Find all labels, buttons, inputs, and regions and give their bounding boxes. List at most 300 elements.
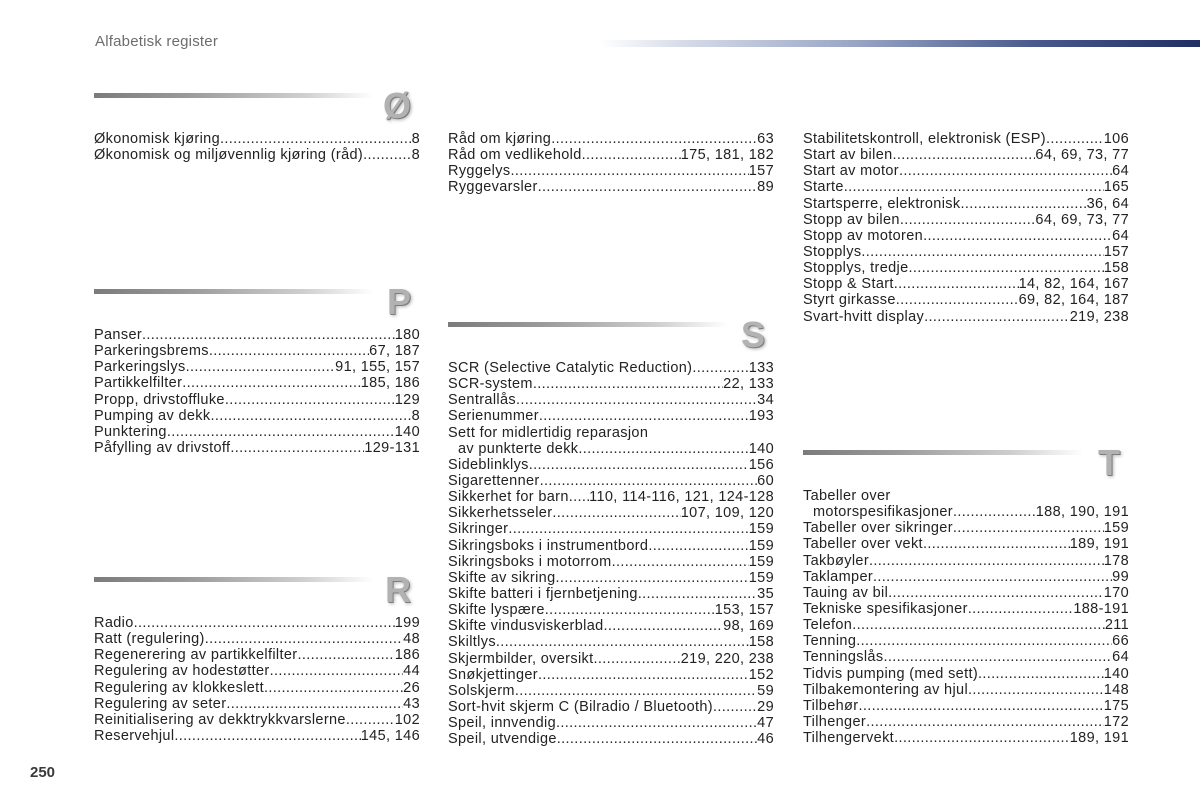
dot-leader: [900, 212, 1036, 228]
entry-line: [803, 714, 1129, 730]
index-entry: [94, 408, 420, 424]
index-entry: [448, 586, 774, 602]
entry-label: Tenning: [803, 633, 857, 650]
entry-line: [448, 147, 774, 163]
entry-pages: 159: [748, 537, 774, 554]
dot-leader: [539, 408, 749, 424]
index-section-s: [448, 314, 774, 748]
dot-leader: [852, 617, 1105, 633]
entry-pages: 159: [1103, 520, 1129, 537]
entry-label: Skifte vindusviskerblad: [448, 618, 604, 635]
entry-label: Snøkjettinger: [448, 666, 538, 683]
index-entry: [94, 696, 420, 712]
section-header: [94, 281, 420, 327]
dot-leader: [210, 408, 411, 424]
index-entry: [448, 554, 774, 570]
entry-line: [448, 667, 774, 683]
index-entry: [803, 179, 1129, 195]
entry-pages: 102: [394, 711, 420, 728]
index-entry: [803, 212, 1129, 228]
dot-leader: [516, 392, 757, 408]
index-section-p: [94, 281, 420, 456]
entry-pages: 129: [394, 391, 420, 408]
dot-leader: [713, 699, 757, 715]
entry-pages: 158: [1103, 260, 1129, 277]
entry-pages: 107, 109, 120: [680, 505, 774, 522]
entry-label: Tauing av bil: [803, 584, 889, 601]
index-entry: [803, 666, 1129, 682]
index-entry: [94, 647, 420, 663]
entry-pages: 219, 220, 238: [680, 650, 774, 667]
entry-line: [803, 196, 1129, 212]
dot-leader: [953, 520, 1104, 536]
page-number: 250: [30, 764, 56, 781]
index-entry: [803, 163, 1129, 179]
entry-label: Økonomisk kjøring: [94, 131, 221, 147]
entry-pages: 44: [403, 663, 420, 680]
index-entry: [94, 375, 420, 391]
entry-label: Sentrallås: [448, 392, 516, 409]
entry-label: Tilhengervekt: [803, 730, 895, 747]
entry-list: [94, 131, 420, 163]
dot-leader: [551, 131, 757, 147]
index-section-t: [803, 442, 1129, 747]
dot-leader: [346, 712, 395, 728]
index-entry: [448, 651, 774, 667]
section-header: [94, 569, 420, 615]
index-entry: [803, 585, 1129, 601]
dot-leader: [638, 586, 757, 602]
entry-pages: 153, 157: [714, 602, 774, 619]
index-entry: [803, 276, 1129, 292]
entry-sublabel: motorspesifikasjoner: [813, 504, 953, 521]
dot-leader: [961, 196, 1087, 212]
index-entry: [94, 680, 420, 696]
entry-label: Stopp av bilen: [803, 211, 900, 228]
dot-leader: [968, 682, 1104, 698]
dot-leader: [888, 585, 1104, 601]
entry-line: [803, 698, 1129, 714]
entry-pages: 22, 133: [723, 376, 774, 393]
index-entry: [803, 260, 1129, 276]
entry-pages: 219, 238: [1069, 308, 1129, 325]
entry-pages: 35: [757, 585, 774, 602]
entry-pages: 165: [1103, 179, 1129, 196]
entry-line: [803, 504, 1129, 520]
section-letter: P: [386, 281, 411, 322]
entry-line: [803, 244, 1129, 260]
entry-label: Tabeller over sikringer: [803, 520, 953, 537]
dot-leader: [230, 440, 364, 456]
entry-line: [448, 360, 774, 376]
entry-label: Råd om kjøring: [448, 131, 552, 147]
entry-line: [94, 663, 420, 679]
entry-label: Radio: [94, 615, 134, 631]
entry-line: [94, 147, 420, 163]
dot-leader: [893, 147, 1036, 163]
entry-pages: 157: [748, 163, 774, 180]
dot-leader: [582, 147, 681, 163]
entry-pages: 133: [748, 360, 774, 376]
index-entry: [803, 601, 1129, 617]
entry-line: [448, 602, 774, 618]
index-entry: [448, 715, 774, 731]
entry-pages: 189, 191: [1069, 730, 1129, 747]
dot-leader: [1046, 131, 1104, 147]
entry-pages: 48: [403, 631, 420, 648]
entry-line: [448, 489, 774, 505]
dot-leader: [612, 554, 749, 570]
entry-pages: 175: [1103, 697, 1129, 714]
index-section-r-continued: [448, 131, 774, 196]
dot-leader: [953, 504, 1036, 520]
entry-pages: 110, 114-116, 121, 124-128: [589, 489, 774, 506]
dot-leader: [167, 424, 395, 440]
entry-pages: 140: [394, 423, 420, 440]
dot-leader: [142, 327, 395, 343]
entry-pages: 159: [748, 521, 774, 538]
entry-pages: 8: [411, 407, 420, 424]
section-header: [94, 85, 420, 131]
dot-leader: [264, 680, 403, 696]
entry-label: Regenerering av partikkelfilter: [94, 647, 298, 664]
entry-line: [448, 473, 774, 489]
entry-pages: 67, 187: [369, 343, 420, 360]
entry-label: SCR-system: [448, 376, 533, 393]
entry-line: [803, 536, 1129, 552]
entry-line: [448, 570, 774, 586]
entry-pages: 8: [411, 147, 420, 164]
index-entry: [448, 699, 774, 715]
dot-leader: [594, 651, 681, 667]
entry-label: Skjermbilder, oversikt: [448, 650, 594, 667]
entry-label: Propp, drivstoffluke: [94, 391, 225, 408]
entry-label: Sikkerhetsseler: [448, 505, 553, 522]
entry-line: [448, 586, 774, 602]
dot-leader: [540, 473, 758, 489]
entry-label: Panser: [94, 327, 143, 343]
entry-line: [803, 569, 1129, 585]
index-entry: [803, 714, 1129, 730]
entry-line: [803, 179, 1129, 195]
entry-pages: 29: [757, 698, 774, 715]
entry-label: Styrt girkasse: [803, 292, 896, 309]
index-entry: [448, 457, 774, 473]
entry-line: [448, 441, 774, 457]
entry-line: [448, 163, 774, 179]
index-column-3: [803, 0, 1129, 800]
entry-pages: 199: [394, 615, 420, 631]
entry-pages: 140: [748, 440, 774, 457]
entry-pages: 211: [1104, 617, 1129, 634]
entry-pages: 156: [748, 456, 774, 473]
dot-leader: [270, 663, 404, 679]
index-entry: [803, 292, 1129, 308]
entry-label: Start av motor: [803, 163, 899, 180]
dot-leader: [866, 714, 1104, 730]
entry-pages: 189, 191: [1069, 536, 1129, 553]
index-entry: [448, 521, 774, 537]
index-section-oe: [94, 85, 420, 164]
dot-leader: [529, 457, 749, 473]
index-entry: [803, 682, 1129, 698]
entry-pages: 159: [748, 553, 774, 570]
dot-leader: [363, 147, 411, 163]
entry-line: [94, 392, 420, 408]
entry-label: Stabilitetskontroll, elektronisk (ESP): [803, 131, 1046, 147]
entry-line: [448, 521, 774, 537]
dot-leader: [556, 570, 749, 586]
entry-label: Sigarettenner: [448, 472, 540, 489]
entry-pages: 60: [757, 472, 774, 489]
entry-line: [448, 131, 774, 147]
dot-leader: [209, 343, 369, 359]
entry-line: [94, 680, 420, 696]
index-entry: [448, 683, 774, 699]
entry-pages: 64: [1112, 227, 1129, 244]
entry-label: Tilhenger: [803, 713, 867, 730]
dot-leader: [899, 163, 1112, 179]
entry-pages: 170: [1103, 584, 1129, 601]
entry-list: [94, 615, 420, 744]
dot-leader: [923, 536, 1070, 552]
entry-label: Sett for midlertidig reparasjon: [448, 424, 649, 441]
dot-leader: [552, 505, 680, 521]
entry-label: Sideblinklys: [448, 456, 529, 473]
entry-line: [94, 615, 420, 631]
index-entry: [803, 228, 1129, 244]
entry-pages: 59: [757, 682, 774, 699]
index-entry: [94, 631, 420, 647]
entry-label: Tenningslås: [803, 649, 884, 666]
dot-leader: [869, 553, 1104, 569]
entry-line: [803, 617, 1129, 633]
section-divider-bar: [94, 289, 374, 294]
entry-line: [803, 276, 1129, 292]
dot-leader: [496, 634, 749, 650]
entry-line: [803, 212, 1129, 228]
entry-pages: 63: [757, 131, 774, 147]
entry-label: Regulering av seter: [94, 695, 227, 712]
entry-pages: 46: [757, 731, 774, 748]
entry-label: Parkeringslys: [94, 359, 186, 376]
entry-line: [94, 728, 420, 744]
index-entry: [803, 617, 1129, 633]
entry-pages: 140: [1103, 665, 1129, 682]
index-entry: [94, 728, 420, 744]
entry-line: [803, 292, 1129, 308]
entry-list: [94, 327, 420, 456]
entry-line: [94, 359, 420, 375]
dot-leader: [924, 309, 1070, 325]
entry-pages: 69, 82, 164, 187: [1018, 292, 1129, 309]
index-entry: [448, 634, 774, 650]
index-entry: [448, 570, 774, 586]
index-column-1: [94, 0, 420, 800]
entry-label: Starte: [803, 179, 844, 196]
entry-line: [94, 440, 420, 456]
entry-label: Pumping av dekk: [94, 407, 211, 424]
index-entry: [803, 649, 1129, 665]
section-divider-bar: [448, 322, 728, 327]
index-entry: [803, 309, 1129, 325]
entry-label: Solskjerm: [448, 682, 515, 699]
entry-line: [448, 715, 774, 731]
dot-leader: [861, 244, 1103, 260]
entry-pages: 159: [748, 569, 774, 586]
dot-leader: [648, 538, 748, 554]
dot-leader: [205, 631, 403, 647]
entry-line: [803, 131, 1129, 147]
index-entry: [803, 536, 1129, 552]
entry-line: [803, 309, 1129, 325]
entry-label: Punktering: [94, 423, 167, 440]
dot-leader: [569, 489, 589, 505]
dot-leader: [510, 163, 748, 179]
entry-label: Start av bilen: [803, 147, 893, 164]
entry-label: Telefon: [803, 617, 853, 634]
entry-label: Regulering av hodestøtter: [94, 663, 270, 680]
entry-line: [448, 179, 774, 195]
index-entry: [448, 731, 774, 747]
entry-line: [94, 712, 420, 728]
index-entry: [803, 520, 1129, 536]
dot-leader: [883, 649, 1112, 665]
dot-leader: [225, 392, 395, 408]
dot-leader: [858, 698, 1103, 714]
entry-line: [448, 376, 774, 392]
entry-pages: 26: [403, 679, 420, 696]
entry-label: Tidvis pumping (med sett): [803, 665, 979, 682]
entry-line: [448, 554, 774, 570]
entry-pages: 47: [757, 715, 774, 732]
entry-pages: 185, 186: [360, 375, 420, 392]
index-entry: [448, 360, 774, 376]
dot-leader: [873, 569, 1112, 585]
index-entry: [803, 147, 1129, 163]
entry-pages: 64, 69, 73, 77: [1035, 147, 1129, 164]
entry-pages: 178: [1103, 552, 1129, 569]
entry-list: [448, 131, 774, 196]
entry-line: [803, 553, 1129, 569]
dot-leader: [894, 276, 1019, 292]
section-divider-bar: [94, 577, 374, 582]
entry-label: Tabeller over vekt: [803, 536, 923, 553]
entry-label: Stopplys: [803, 243, 862, 260]
section-divider-bar: [94, 93, 374, 98]
dot-leader: [182, 375, 361, 391]
entry-line: [94, 131, 420, 147]
dot-leader: [923, 228, 1112, 244]
entry-label: Speil, utvendige: [448, 731, 557, 748]
index-entry: [803, 488, 1129, 520]
entry-pages: 64: [1112, 649, 1129, 666]
entry-line: [448, 731, 774, 747]
section-header: [803, 442, 1129, 488]
section-header: [448, 314, 774, 360]
entry-pages: 193: [748, 408, 774, 425]
entry-line: [448, 618, 774, 634]
entry-label: Sikringer: [448, 521, 509, 538]
dot-leader: [538, 179, 758, 195]
entry-line: [94, 696, 420, 712]
entry-pages: 64, 69, 73, 77: [1035, 211, 1129, 228]
entry-list: [803, 488, 1129, 746]
entry-pages: 188-191: [1073, 600, 1129, 617]
dot-leader: [226, 696, 403, 712]
entry-line: [803, 260, 1129, 276]
index-entry: [448, 425, 774, 457]
entry-list: [803, 131, 1129, 325]
dot-leader: [894, 730, 1070, 746]
dot-leader: [508, 521, 748, 537]
dot-leader: [844, 179, 1104, 195]
entry-label: Sikkerhet for barn: [448, 489, 569, 506]
index-entry: [94, 712, 420, 728]
dot-leader: [220, 131, 412, 147]
index-entry: [448, 489, 774, 505]
entry-line: [448, 457, 774, 473]
entry-line: [803, 163, 1129, 179]
index-entry: [448, 602, 774, 618]
entry-line: [448, 634, 774, 650]
entry-pages: 89: [757, 179, 774, 196]
entry-label: Skifte batteri i fjernbetjening: [448, 585, 638, 602]
index-entry: [94, 131, 420, 147]
index-entry: [448, 131, 774, 147]
entry-pages: 157: [1103, 243, 1129, 260]
entry-label: Partikkelfilter: [94, 375, 183, 392]
entry-label: Ratt (regulering): [94, 631, 205, 648]
entry-line: [803, 488, 1129, 504]
index-entry: [803, 196, 1129, 212]
entry-pages: 148: [1103, 681, 1129, 698]
entry-label: Sikringsboks i instrumentbord: [448, 537, 649, 554]
index-entry: [803, 569, 1129, 585]
section-letter: Ø: [382, 85, 411, 126]
index-entry: [94, 440, 420, 456]
index-entry: [448, 147, 774, 163]
index-entry: [448, 505, 774, 521]
entry-line: [448, 505, 774, 521]
entry-line: [803, 601, 1129, 617]
entry-line: [803, 585, 1129, 601]
entry-line: [94, 631, 420, 647]
entry-pages: 14, 82, 164, 167: [1018, 276, 1129, 293]
index-entry: [803, 553, 1129, 569]
dot-leader: [896, 292, 1019, 308]
index-entry: [94, 392, 420, 408]
entry-label: Speil, innvendig: [448, 715, 556, 732]
entry-pages: 8: [411, 131, 420, 147]
entry-pages: 43: [403, 695, 420, 712]
dot-leader: [909, 260, 1104, 276]
entry-pages: 180: [394, 327, 420, 343]
index-entry: [803, 131, 1129, 147]
entry-label: Takbøyler: [803, 552, 869, 569]
entry-label: Ryggevarsler: [448, 179, 538, 196]
entry-sublabel: av punkterte dekk: [458, 440, 579, 457]
entry-label: Tilbakemontering av hjul: [803, 681, 969, 698]
index-entry: [448, 473, 774, 489]
entry-label: Tekniske spesifikasjoner: [803, 600, 968, 617]
entry-label: Reinitialisering av dekktrykkvarslerne: [94, 711, 346, 728]
entry-pages: 186: [394, 647, 420, 664]
dot-leader: [174, 728, 360, 744]
entry-line: [94, 327, 420, 343]
dot-leader: [545, 602, 715, 618]
dot-leader: [556, 715, 757, 731]
